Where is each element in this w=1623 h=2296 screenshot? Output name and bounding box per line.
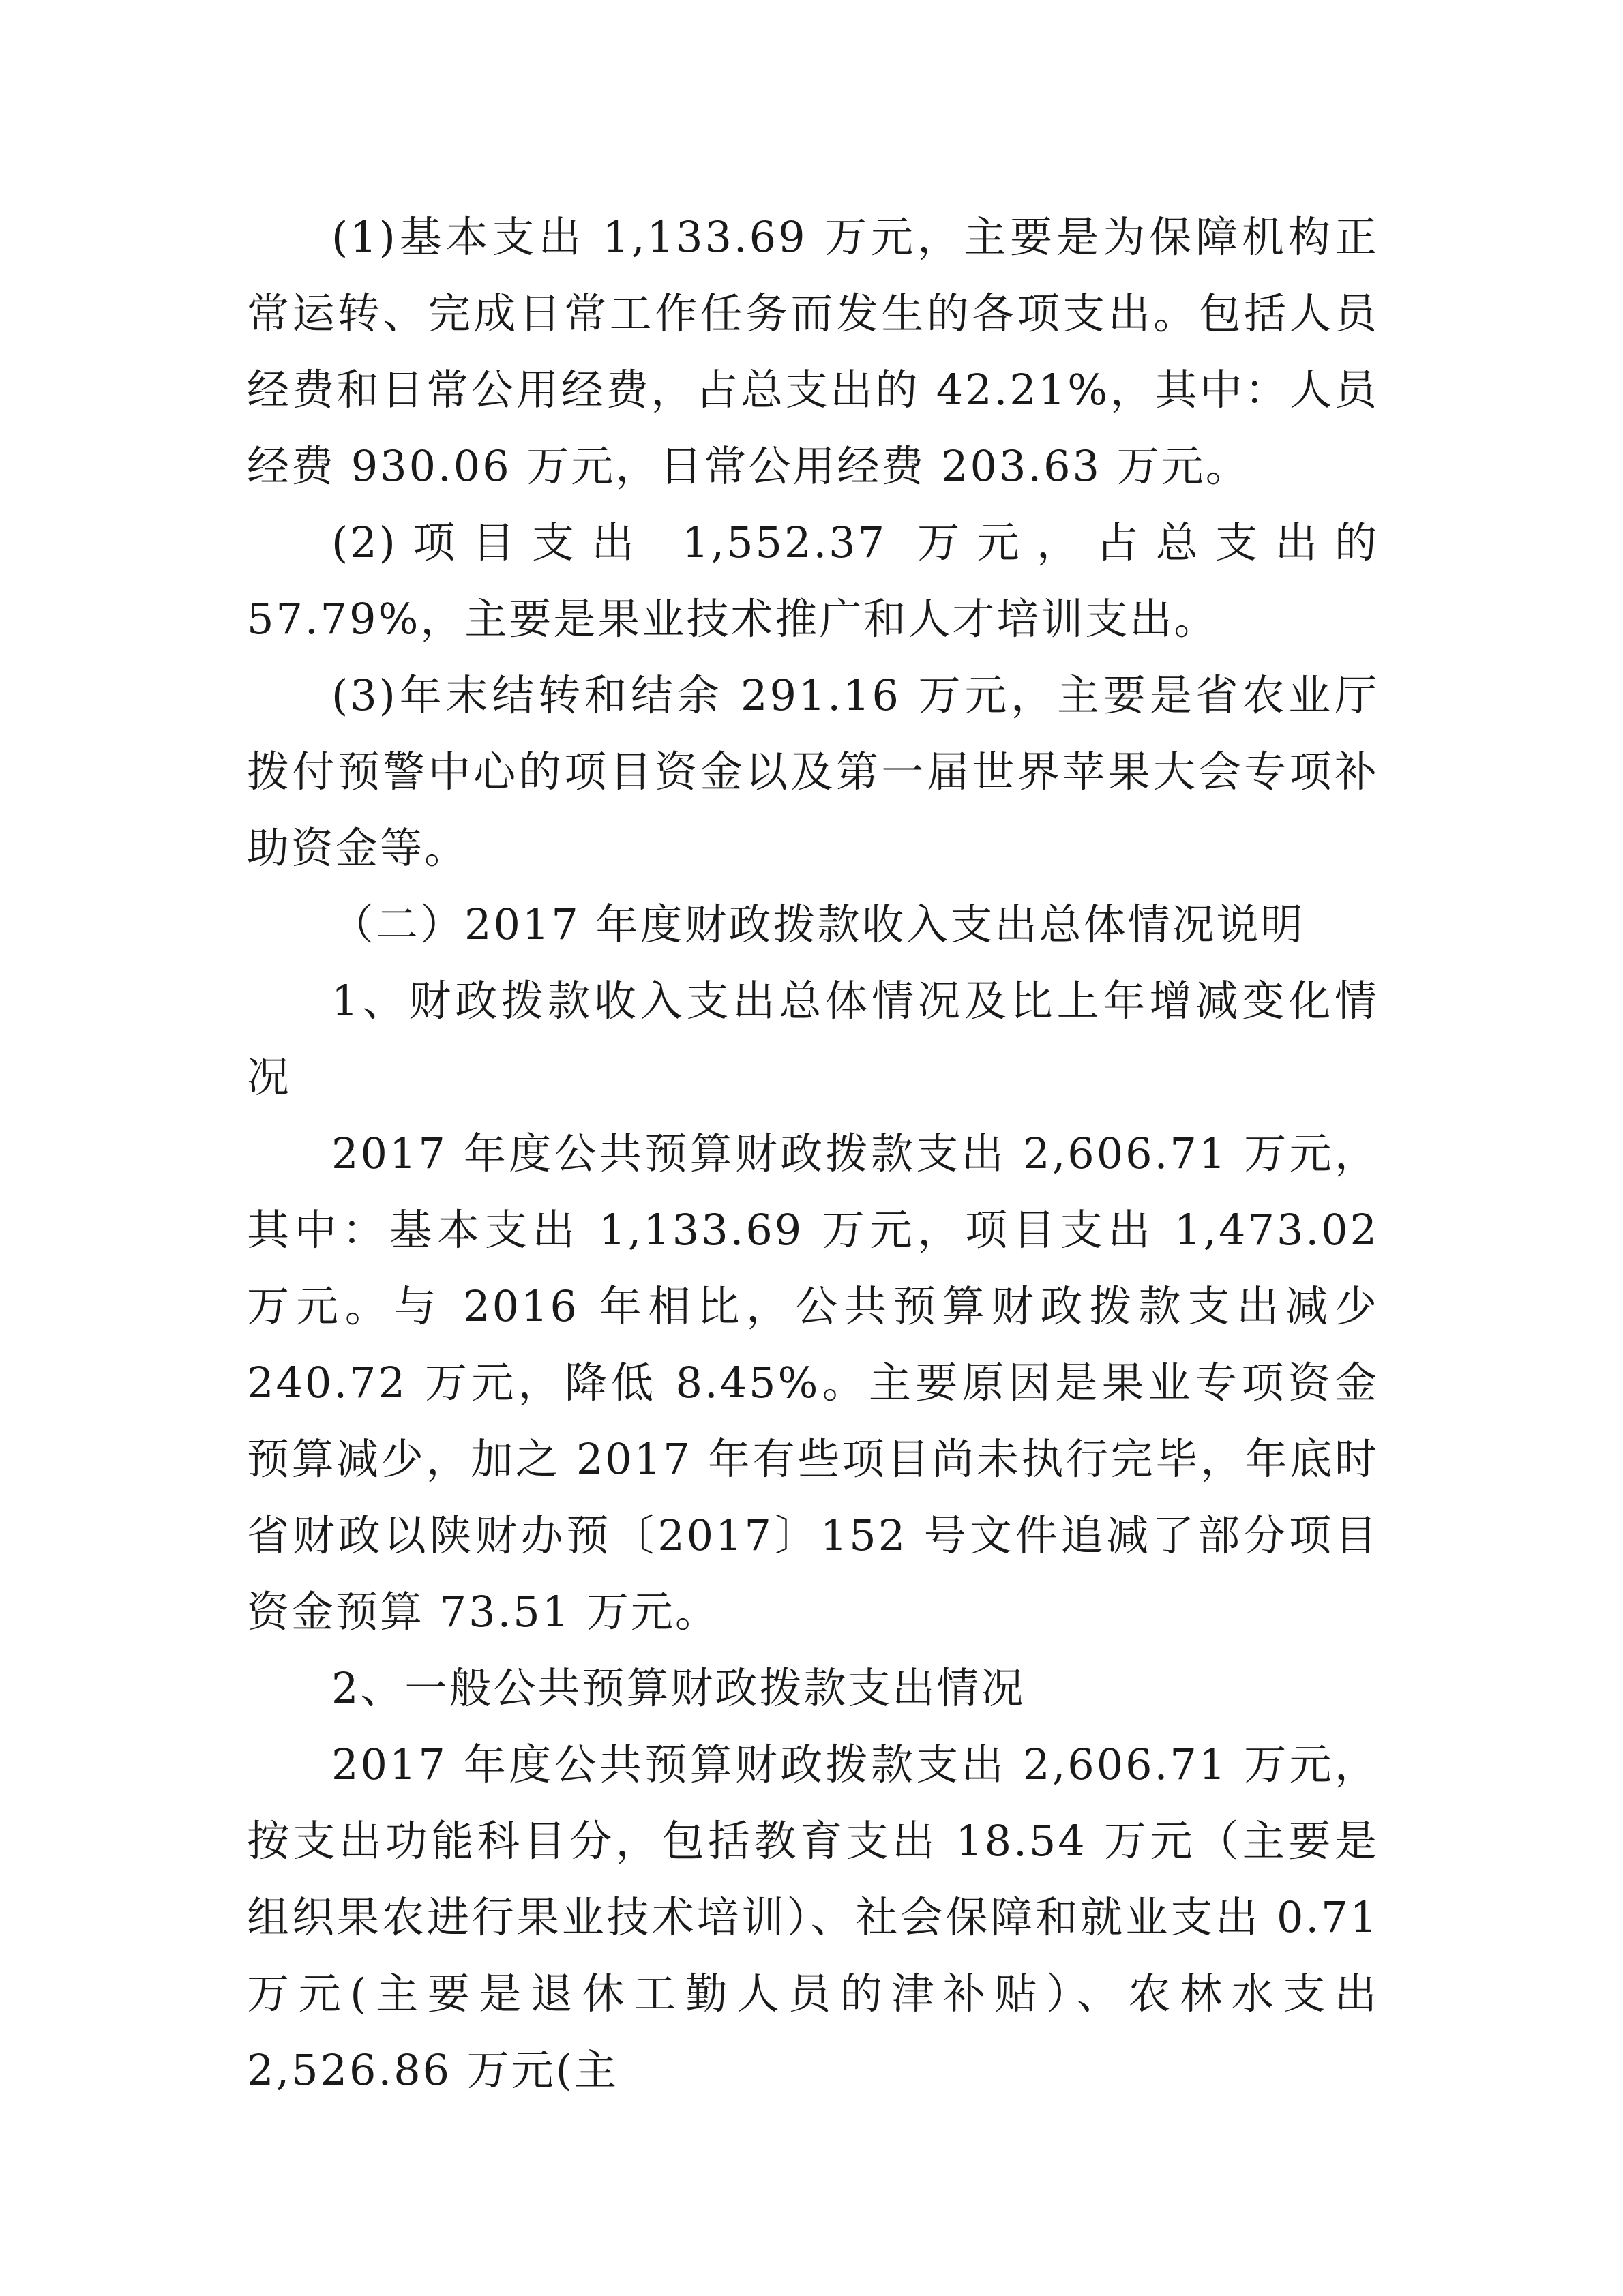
section-heading-fiscal-appropriation: （二）2017 年度财政拨款收入支出总体情况说明 — [331, 899, 1305, 949]
subsection-heading-general-budget: 2、一般公共预算财政拨款支出情况 — [331, 1663, 1026, 1713]
paragraph-year-end-balance: (3)年末结转和结余 291.16 万元，主要是省农业厅拨付预警中心的项目资金以及第一届世界苹果大会专项补助资金等。 — [247, 670, 1379, 873]
paragraph-basic-expenditure: (1)基本支出 1,133.69 万元，主要是为保障机构正常运转、完成日常工作任务而发生的各项支出。包括人员经费和日常公用经费，占总支出的 42.21%，其中：人员经费 930.06 万元，日常公用经费 203.63 万元。 — [247, 212, 1379, 491]
paragraph-general-budget-expenditure: 2017 年度公共预算财政拨款支出 2,606.71 万元，按支出功能科目分，包括教育支出 18.54 万元（主要是组织果农进行果业技术培训）、社会保障和就业支出 0.71 万元(主要是退休工勤人员的津补贴）、农林水支出 2,526.86 万元(主 — [247, 1740, 1379, 2095]
paragraph-overall-appropriation: 2017 年度公共预算财政拨款支出 2,606.71 万元，其中：基本支出 1,133.69 万元，项目支出 1,473.02 万元。与 2016 年相比，公共预算财政拨款支出减少 240.72 万元，降低 8.45%。主要原因是果业专项资金预算减少，加之 2017 年有些项目尚未执行完毕，年底时省财政以陕财办预〔2017〕152 号文件追减了部分项目资金预算 73.51 万元。 — [247, 1129, 1379, 1637]
subsection-heading-overall: 1、财政拨款收入支出总体情况及比上年增减变化情况 — [247, 976, 1379, 1102]
document-body — [247, 199, 1379, 2108]
paragraph-project-expenditure: (2)项目支出 1,552.37 万元，占总支出的 57.79%，主要是果业技术推广和人才培训支出。 — [247, 518, 1379, 644]
